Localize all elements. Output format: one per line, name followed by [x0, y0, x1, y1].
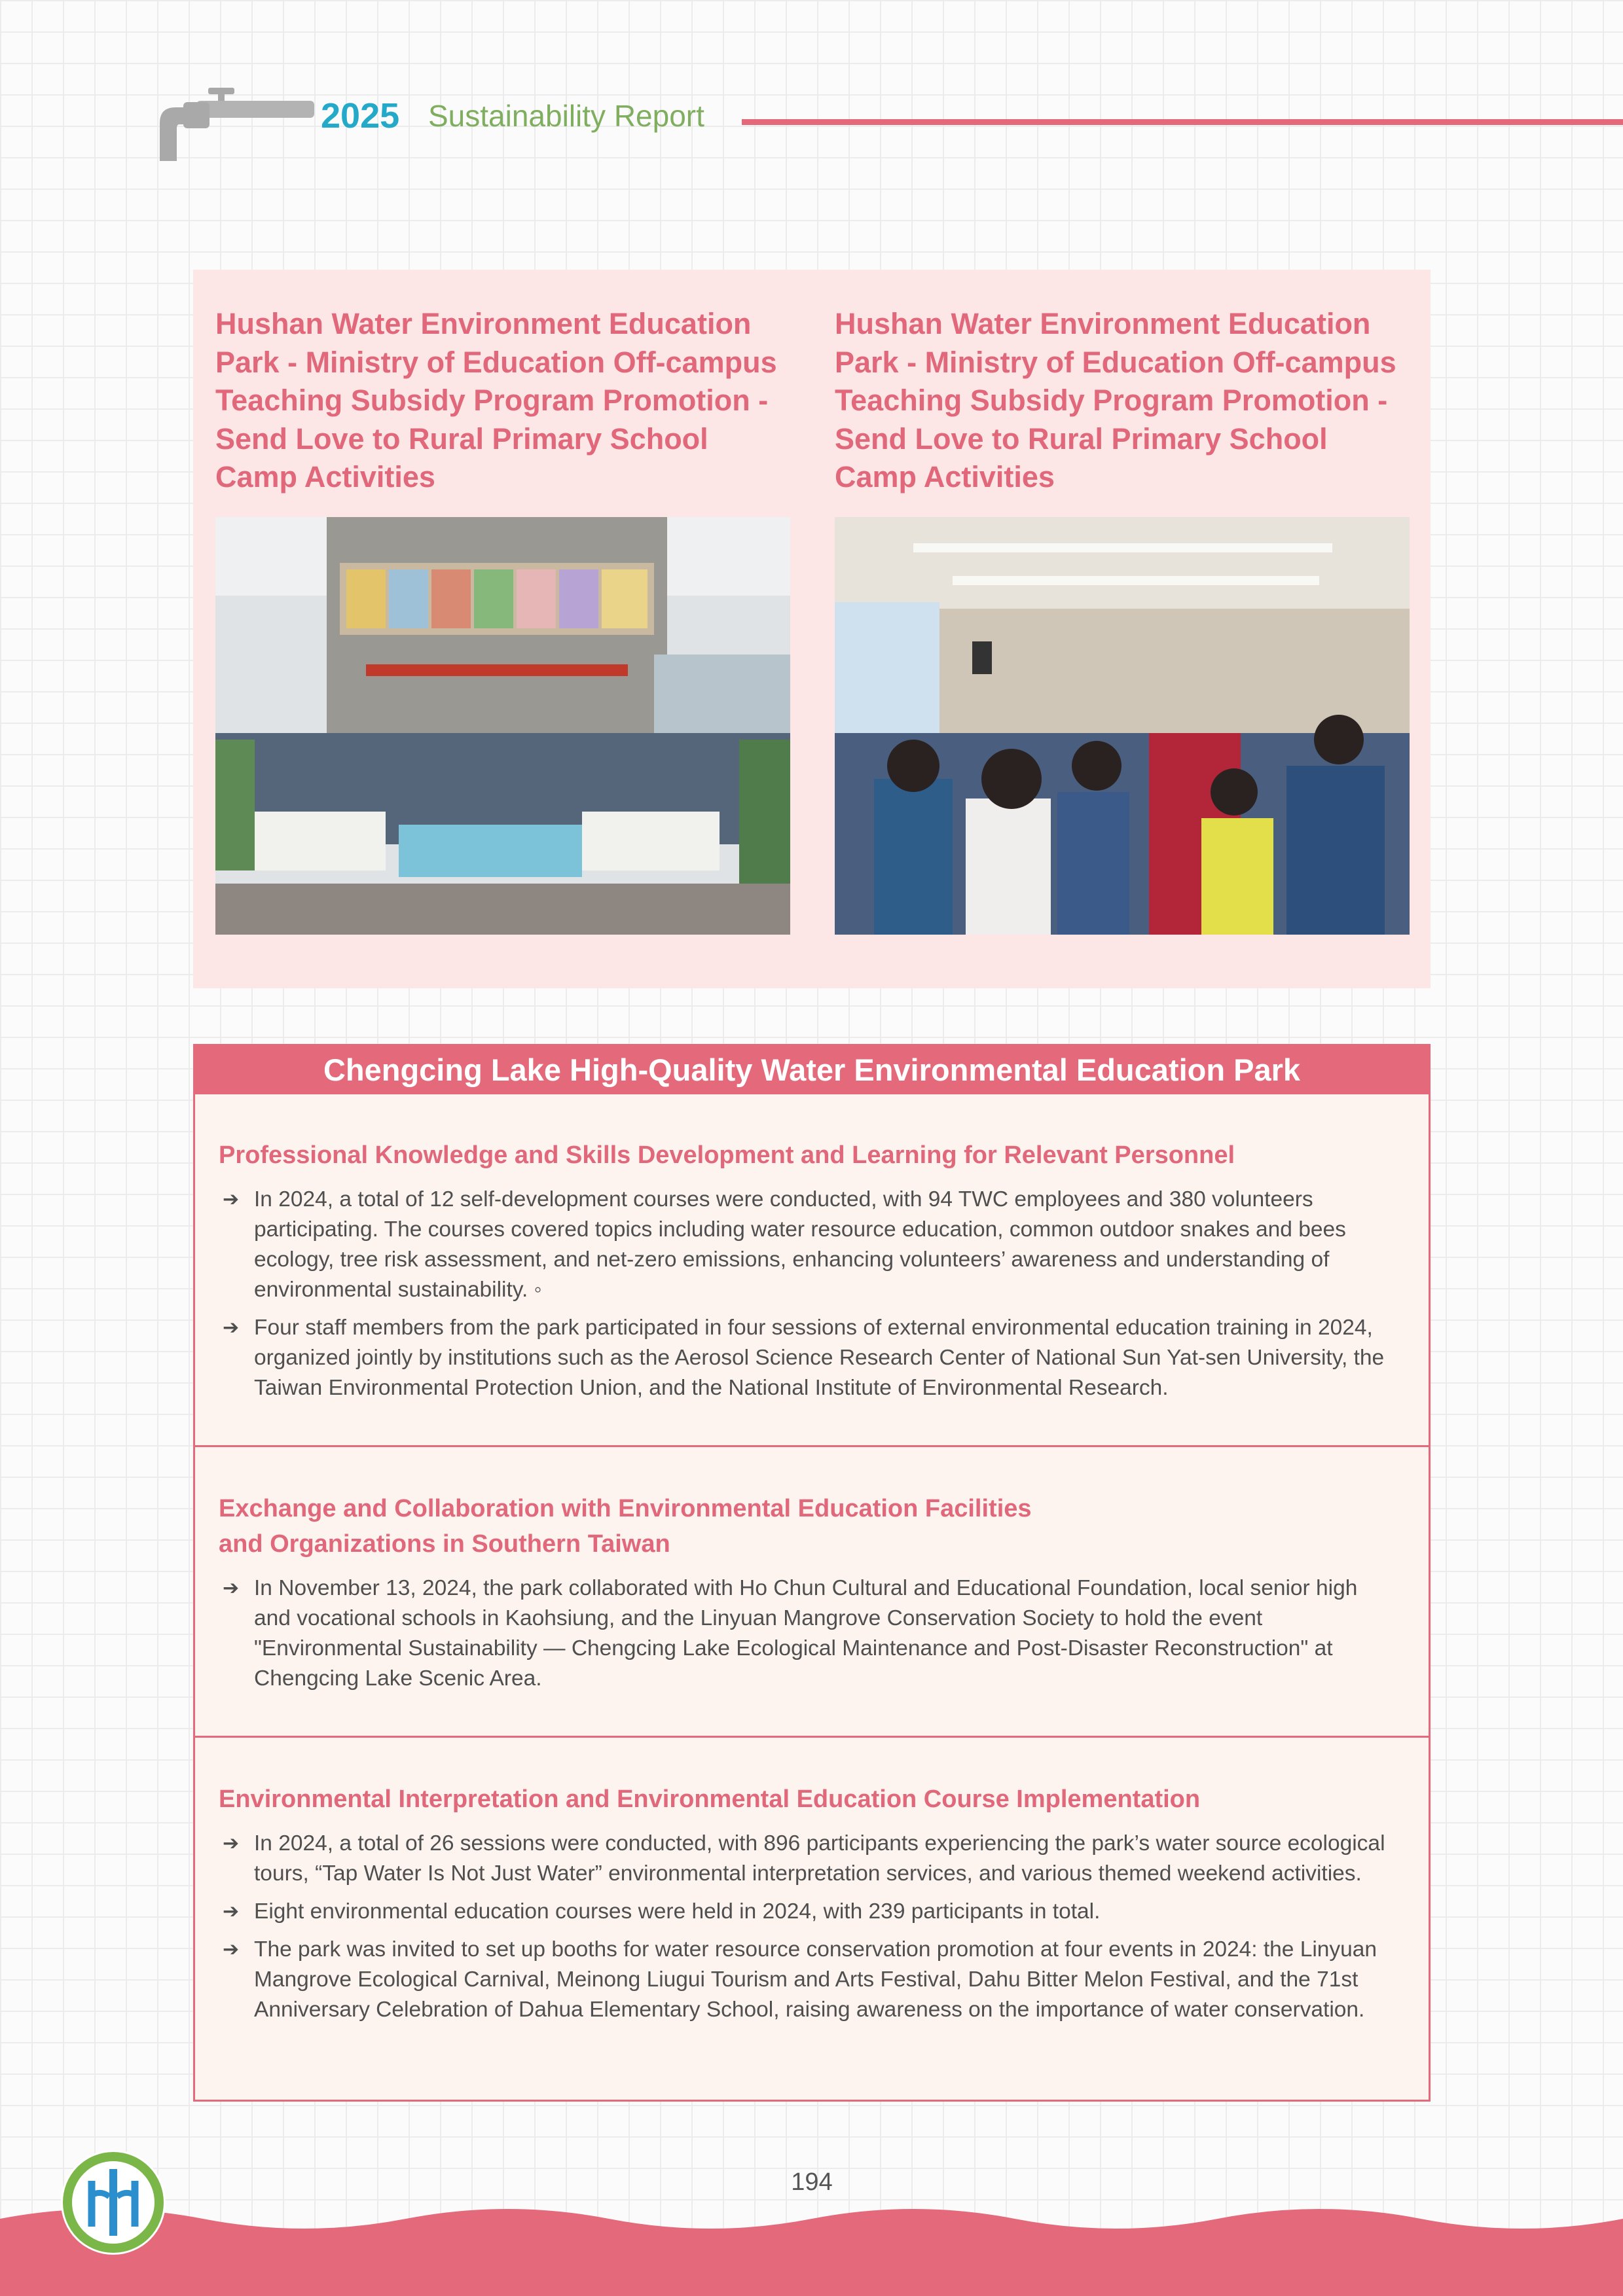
list-item-text: Four staff members from the park participated in four sessions of external environmental education training in 2024, organized jointly by institutions such as the Aerosol Science Research Center of National Sun Yat-sen University, the Taiwan Environmental Protection Union, and the National Institute of Environmental Research. [254, 1316, 1385, 1400]
section-title [219, 1491, 1396, 1562]
list-item-text: Eight environmental education courses were held in 2024, with 239 participants in total. [254, 1899, 1101, 1924]
arrow-icon: ➔ [223, 1901, 240, 1922]
bullet-list [219, 1185, 1396, 1403]
right-column [835, 305, 1410, 505]
faucet-icon [157, 84, 314, 161]
list-item [219, 1573, 1396, 1694]
header-rule [742, 119, 1623, 125]
arrow-icon: ➔ [223, 1189, 240, 1210]
list-item [219, 1313, 1396, 1403]
section-title-line: and Organizations in Southern Taiwan [219, 1530, 670, 1558]
report-title: Sustainability Report [428, 99, 704, 133]
report-year: 2025 [321, 96, 400, 135]
chengcing-park-heading: Chengcing Lake High-Quality Water Environmental Education Park [195, 1046, 1429, 1094]
section-title-line: Exchange and Collaboration with Environmental Education Facilities [219, 1495, 1032, 1522]
page-number: 194 [791, 2168, 833, 2196]
section-divider [195, 1736, 1429, 1738]
right-caption-title: Hushan Water Environment Education Park - Ministry of Education Off-campus Teaching Subsidy Program Promotion - Send Love to Rural Primary School Camp Activities [835, 307, 1396, 493]
chengcing-park-box [193, 1044, 1431, 2102]
section-divider [195, 1445, 1429, 1447]
list-item [219, 1935, 1396, 2025]
list-item [219, 1829, 1396, 1889]
list-item-text: The park was invited to set up booths for water resource conservation promotion at four events in 2024: the Linyuan Mangrove Ecological Carnival, Meinong Liugui Tourism and Arts Festival, Dahu Bitter Melon Festival, and the 71st Anniversary Celebration of Dahua Elementary School, raising awareness on the importance of water conservation. [254, 1937, 1377, 2022]
hushan-photo-panel [193, 270, 1431, 988]
list-item-text: In 2024, a total of 26 sessions were conducted, with 896 participants experiencing the park’s water source ecological tours, “Tap Water Is Not Just Water” environmental interpretation services, and various themed weekend activities. [254, 1831, 1385, 1886]
footer-wave [0, 2199, 1623, 2296]
list-item-text: In 2024, a total of 12 self-development courses were conducted, with 94 TWC employees and 380 volunteers participating. The courses covered topics including water resource education, common outdoor snakes and bees ecology, tree risk assessment, and net-zero emissions, enhancing volunteers’ awareness and understanding of environmental sustainability. ◦ [254, 1187, 1346, 1302]
section-interpretation-courses [195, 1782, 1429, 2033]
school-group-photo [215, 517, 790, 935]
auditorium-activity-photo [835, 517, 1410, 935]
arrow-icon: ➔ [223, 1833, 240, 1854]
list-item [219, 1897, 1396, 1927]
list-item [219, 1185, 1396, 1305]
left-column [215, 305, 790, 505]
arrow-icon: ➔ [223, 1577, 240, 1599]
arrow-icon: ➔ [223, 1317, 240, 1338]
twc-logo-icon [60, 2149, 166, 2255]
list-item-text: In November 13, 2024, the park collaborated with Ho Chun Cultural and Educational Foundation, local senior high and vocational schools in Kaohsiung, and the Linyuan Mangrove Conservation Society to hold the event "Environmental Sustainability — Chengcing Lake Ecological Maintenance and Post-Disaster Reconstruction" at Chengcing Lake Scenic Area. [254, 1576, 1358, 1691]
section-title: Professional Knowledge and Skills Development and Learning for Relevant Personnel [219, 1141, 1235, 1169]
section-title: Environmental Interpretation and Environmental Education Course Implementation [219, 1785, 1201, 1813]
section-exchange-collaboration [195, 1491, 1429, 1702]
arrow-icon: ➔ [223, 1939, 240, 1960]
left-caption-title: Hushan Water Environment Education Park - Ministry of Education Off-campus Teaching Subsidy Program Promotion - Send Love to Rural Primary School Camp Activities [215, 307, 777, 493]
section-personnel-development [195, 1138, 1429, 1411]
bullet-list [219, 1573, 1396, 1694]
bullet-list [219, 1829, 1396, 2025]
